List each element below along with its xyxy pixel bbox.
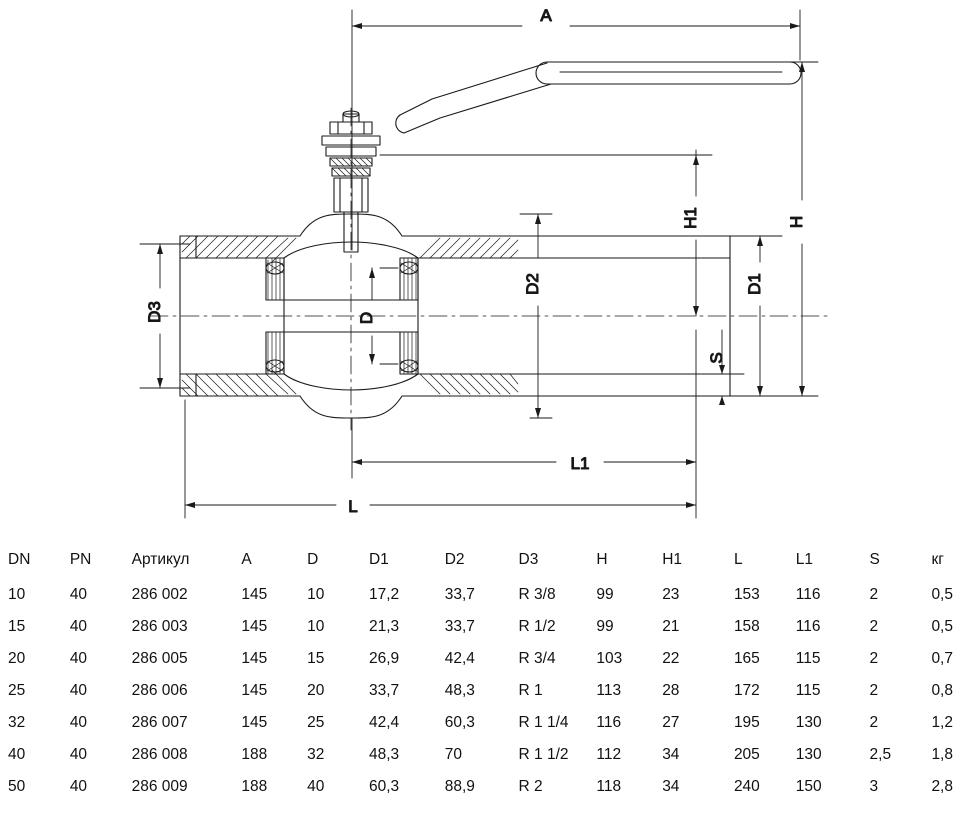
column-header-a: A [241,551,252,568]
cell-l1: 130 [795,714,822,731]
cell-article: 286 009 [131,778,188,795]
cell-l1: 116 [795,618,821,635]
cell-l1: 116 [795,586,821,603]
cell-pn: 40 [69,586,88,603]
cell-pn: 40 [69,682,88,699]
cell-l: 158 [733,618,760,635]
table-row [8,739,953,771]
dimension-S [700,330,744,405]
cell-d1: 21,3 [368,618,400,635]
column-header-h: H [596,551,608,568]
column-header-d2: D2 [444,551,465,568]
dimension-label-D2: D2 [523,273,542,295]
column-header-pn: PN [69,551,92,568]
cell-d: 10 [307,618,325,635]
cell-d2: 42,4 [444,650,475,667]
cell-d3: R 1 [518,682,543,699]
dimension-L [185,400,696,518]
table-row [8,771,953,803]
specification-table [0,545,953,803]
cell-pn: 40 [69,778,88,795]
cell-d2: 60,3 [444,714,475,731]
cell-d3: R 1 1/2 [518,746,569,763]
cell-h: 118 [596,778,622,795]
cell-weight: 1,8 [931,746,953,763]
cell-d3: R 1 1/4 [518,714,569,731]
cell-s: 2 [869,586,879,603]
cell-a: 188 [241,778,268,795]
cell-d3: R 2 [518,778,543,795]
cell-l1: 115 [795,650,821,667]
table-row [8,611,953,643]
cell-dn: 25 [8,682,26,699]
cell-d2: 70 [444,746,462,763]
cell-d1: 17,2 [368,586,400,603]
column-header-dn: DN [8,551,31,568]
cell-dn: 10 [8,586,26,603]
cell-h: 99 [596,618,614,635]
cell-d2: 33,7 [444,586,475,603]
cell-s: 2 [869,618,879,635]
column-header-article: Артикул [131,551,190,568]
cell-h: 103 [596,650,623,667]
cell-s: 2 [869,682,879,699]
cell-d3: R 3/8 [518,586,556,603]
cell-dn: 15 [8,618,26,635]
cell-h1: 22 [662,650,680,667]
cell-d2: 33,7 [444,618,475,635]
cell-article: 286 003 [131,618,188,635]
cell-a: 145 [241,618,268,635]
cell-s: 2 [869,650,879,667]
cell-weight: 1,2 [931,714,953,731]
dimension-label-D3: D3 [145,301,164,323]
cell-s: 3 [869,778,879,795]
cell-l: 240 [733,778,760,795]
cell-h: 99 [596,586,614,603]
cell-l1: 150 [795,778,822,795]
column-header-l: L [733,551,743,568]
cell-dn: 32 [8,714,26,731]
cell-weight: 2,8 [931,778,953,795]
cell-article: 286 006 [131,682,188,699]
cell-d1: 60,3 [368,778,400,795]
column-header-l1: L1 [795,551,814,568]
cell-l: 205 [733,746,760,763]
cell-l: 153 [733,586,760,603]
table-row [8,579,953,611]
cell-a: 145 [241,586,268,603]
cell-l: 165 [733,650,760,667]
table-row [8,675,953,707]
cell-d2: 48,3 [444,682,475,699]
cell-l: 172 [733,682,760,699]
cell-h: 112 [596,746,622,763]
cell-h: 116 [596,714,622,731]
cell-l: 195 [733,714,760,731]
cell-l1: 130 [795,746,822,763]
cell-d1: 48,3 [368,746,400,763]
cell-l1: 115 [795,682,821,699]
cell-s: 2,5 [869,746,892,763]
dimension-label-H: H [787,215,806,229]
column-header-weight: кг [931,551,944,568]
cell-h1: 27 [662,714,680,731]
cell-d1: 26,9 [368,650,400,667]
cell-d3: R 1/2 [518,618,556,635]
dimension-label-D: D [357,311,376,325]
dimension-label-D1: D1 [745,273,764,295]
cell-d: 25 [307,714,325,731]
column-header-d: D [307,551,319,568]
cell-d: 32 [307,746,325,763]
cell-d3: R 3/4 [518,650,556,667]
cell-d: 15 [307,650,325,667]
cell-pn: 40 [69,746,88,763]
cell-weight: 0,5 [931,618,953,635]
cell-h1: 34 [662,778,680,795]
cell-pn: 40 [69,618,88,635]
cell-article: 286 007 [131,714,188,731]
column-header-h1: H1 [662,551,683,568]
table-header-row [8,545,953,579]
cell-weight: 0,8 [931,682,953,699]
dimension-label-A: A [540,6,552,25]
cell-pn: 40 [69,650,88,667]
cell-d: 10 [307,586,325,603]
spec-table [8,545,953,803]
column-header-d1: D1 [368,551,389,568]
handle-lever [396,62,801,133]
column-header-s: S [869,551,880,568]
cell-d: 20 [307,682,325,699]
table-row [8,643,953,675]
table-row [8,707,953,739]
cell-a: 145 [241,650,268,667]
cell-d2: 88,9 [444,778,475,795]
cell-dn: 50 [8,778,26,795]
cell-d1: 42,4 [368,714,400,731]
cell-dn: 40 [8,746,26,763]
cell-weight: 0,5 [931,586,953,603]
dimension-A [352,10,800,250]
cell-h1: 28 [662,682,680,699]
cell-a: 188 [241,746,268,763]
cell-a: 145 [241,714,268,731]
cell-h1: 23 [662,586,680,603]
cell-h: 113 [596,682,622,699]
dimension-label-S: S [707,352,726,364]
cell-article: 286 008 [131,746,188,763]
cell-d: 40 [307,778,325,795]
cell-pn: 40 [69,714,88,731]
cell-s: 2 [869,714,879,731]
cell-dn: 20 [8,650,26,667]
dimension-label-L: L [348,497,358,516]
column-header-d3: D3 [518,551,539,568]
dimension-L1 [352,330,696,478]
dimension-H1 [380,150,712,316]
cell-h1: 21 [662,618,680,635]
cell-a: 145 [241,682,268,699]
dimension-label-L1: L1 [570,454,590,473]
cell-d1: 33,7 [368,682,400,699]
cell-article: 286 002 [131,586,188,603]
cell-article: 286 005 [131,650,188,667]
dimension-label-H1: H1 [681,207,700,229]
cell-weight: 0,7 [931,650,953,667]
cell-h1: 34 [662,746,680,763]
